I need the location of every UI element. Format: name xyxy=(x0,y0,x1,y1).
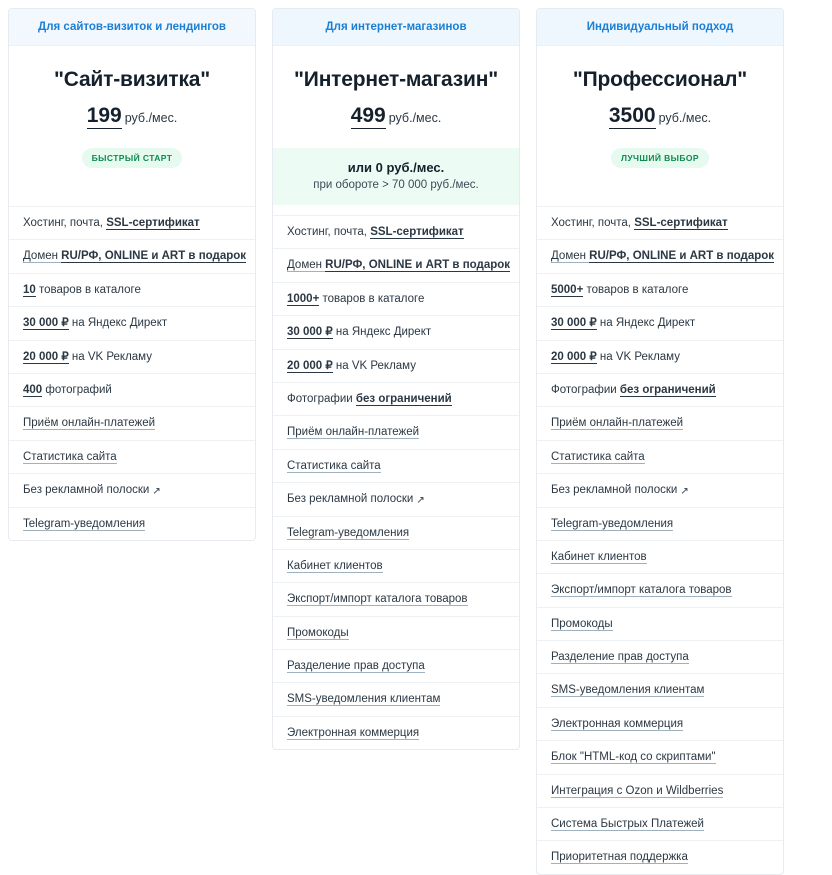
feature-highlight: без ограничений xyxy=(619,383,716,396)
external-link-icon[interactable]: ↗ xyxy=(680,486,689,497)
feature-item xyxy=(537,641,783,674)
feature-label-tail: на VK Рекламу xyxy=(332,359,416,372)
feature-item xyxy=(537,574,783,607)
feature-highlight: 10 xyxy=(23,283,36,296)
feature-item xyxy=(9,407,255,440)
feature-item xyxy=(537,608,783,641)
feature-label[interactable]: Система Быстрых Платежей xyxy=(551,817,704,830)
feature-label[interactable]: Интеграция с Ozon и Wildberries xyxy=(551,784,724,797)
feature-item xyxy=(9,474,255,508)
alternate-price-block xyxy=(273,148,519,205)
feature-highlight: 400 xyxy=(23,383,43,396)
feature-item xyxy=(537,274,783,307)
feature-item xyxy=(273,350,519,383)
feature-label-tail: на VK Рекламу xyxy=(596,350,680,363)
price-amount: 3500 xyxy=(608,104,656,127)
plan-card-vizitka[interactable] xyxy=(8,8,256,541)
feature-item xyxy=(537,841,783,873)
feature-label[interactable]: Приоритетная поддержка xyxy=(551,851,688,864)
feature-highlight: 20 000 ₽ xyxy=(551,350,597,363)
price-unit: руб./мес. xyxy=(658,111,712,125)
feature-highlight: 20 000 ₽ xyxy=(287,359,333,372)
feature-item xyxy=(537,741,783,774)
feature-item xyxy=(273,483,519,517)
feature-label[interactable]: Блок "HTML-код со скриптами" xyxy=(551,751,716,764)
feature-item xyxy=(273,416,519,449)
feature-label[interactable]: Telegram-уведомления xyxy=(551,517,674,530)
feature-label[interactable]: Кабинет клиентов xyxy=(551,550,647,563)
feature-label[interactable]: Домен xyxy=(23,250,62,263)
feature-highlight: 20 000 ₽ xyxy=(23,350,69,363)
feature-label[interactable]: Домен xyxy=(287,259,326,272)
feature-item xyxy=(537,441,783,474)
feature-list xyxy=(273,215,519,749)
feature-item xyxy=(537,341,783,374)
feature-item xyxy=(273,683,519,716)
feature-item xyxy=(537,674,783,707)
feature-label: Фотографии xyxy=(551,383,620,396)
price-unit: руб./мес. xyxy=(124,111,178,125)
plan-header: Для интернет-магазинов xyxy=(273,9,519,46)
plan-card-internet-magazin[interactable] xyxy=(272,8,520,750)
plan-price xyxy=(273,104,519,134)
feature-label[interactable]: SMS-уведомления клиентам xyxy=(287,693,441,706)
feature-label[interactable]: Telegram-уведомления xyxy=(287,526,410,539)
plan-title: "Профессионал" xyxy=(572,68,748,91)
feature-item xyxy=(9,441,255,474)
feature-item xyxy=(273,617,519,650)
feature-item xyxy=(9,274,255,307)
feature-label[interactable]: Промокоды xyxy=(287,626,349,639)
feature-item xyxy=(273,383,519,416)
feature-item xyxy=(537,307,783,340)
plan-header: Для сайтов-визиток и лендингов xyxy=(9,9,255,46)
feature-highlight: без ограничений xyxy=(355,392,452,405)
feature-label[interactable]: Статистика сайта xyxy=(551,450,645,463)
feature-item xyxy=(9,207,255,240)
feature-item xyxy=(273,550,519,583)
feature-item xyxy=(273,249,519,282)
feature-label-tail: товаров в каталоге xyxy=(35,283,141,296)
plan-badge-row xyxy=(537,134,783,184)
plan-header: Индивидуальный подход xyxy=(537,9,783,46)
feature-label[interactable]: SMS-уведомления клиентам xyxy=(551,684,705,697)
feature-item xyxy=(273,650,519,683)
feature-highlight: RU/РФ, ONLINE и ART в подарок xyxy=(61,250,247,263)
feature-label[interactable]: Электронная коммерция xyxy=(287,726,420,739)
feature-item xyxy=(273,216,519,249)
feature-label: Фотографии xyxy=(287,392,356,405)
feature-list xyxy=(9,206,255,540)
alternate-price: или 0 руб./мес. xyxy=(347,160,445,175)
feature-item xyxy=(9,374,255,407)
feature-list xyxy=(537,206,783,874)
feature-item xyxy=(273,316,519,349)
feature-label[interactable]: Электронная коммерция xyxy=(551,717,684,730)
plan-card-professional[interactable] xyxy=(536,8,784,875)
feature-item xyxy=(537,775,783,808)
feature-item xyxy=(537,240,783,273)
feature-item xyxy=(273,450,519,483)
feature-label-tail: на VK Рекламу xyxy=(68,350,152,363)
feature-highlight: SSL-сертификат xyxy=(370,226,464,238)
feature-label[interactable]: Кабинет клиентов xyxy=(287,559,383,572)
feature-label-tail: на Яндекс Директ xyxy=(596,317,696,330)
feature-item xyxy=(537,508,783,541)
feature-item xyxy=(537,708,783,741)
feature-label: Без рекламной полоски xyxy=(287,493,414,505)
feature-label[interactable]: Приём онлайн-платежей xyxy=(23,417,156,430)
external-link-icon[interactable]: ↗ xyxy=(152,486,161,497)
feature-highlight: RU/РФ, ONLINE и ART в подарок xyxy=(589,250,775,263)
price-amount: 499 xyxy=(350,104,386,127)
spacer xyxy=(9,184,255,206)
plan-price xyxy=(537,104,783,134)
feature-item xyxy=(9,240,255,273)
feature-label-tail: товаров в каталоге xyxy=(319,292,425,305)
feature-item xyxy=(537,474,783,508)
feature-label[interactable]: Домен xyxy=(551,250,590,263)
plan-badge-row xyxy=(273,134,519,148)
feature-item xyxy=(537,207,783,240)
feature-highlight: 1000+ xyxy=(287,292,320,305)
feature-label[interactable]: Разделение прав доступа xyxy=(287,660,425,672)
feature-highlight: SSL-сертификат xyxy=(634,217,728,229)
feature-label[interactable]: Экспорт/импорт каталога товаров xyxy=(287,593,468,606)
feature-label-tail: фотографий xyxy=(42,383,112,396)
plan-title: "Интернет-магазин" xyxy=(294,68,498,91)
feature-item xyxy=(273,583,519,616)
feature-label[interactable]: Telegram-уведомления xyxy=(23,517,146,530)
feature-label-tail: на Яндекс Директ xyxy=(68,317,168,330)
feature-label: Хостинг, почта, xyxy=(23,217,107,229)
spacer xyxy=(537,184,783,206)
price-unit: руб./мес. xyxy=(388,111,442,125)
plan-price xyxy=(9,104,255,134)
feature-item xyxy=(9,508,255,540)
feature-highlight: 30 000 ₽ xyxy=(287,326,333,339)
feature-item xyxy=(537,541,783,574)
feature-label: Хостинг, почта, xyxy=(551,217,635,229)
feature-item xyxy=(537,407,783,440)
status-badge: БЫСТРЫЙ СТАРТ xyxy=(82,148,183,168)
feature-highlight: 30 000 ₽ xyxy=(551,317,597,330)
feature-label[interactable]: Разделение прав доступа xyxy=(551,651,689,663)
feature-label-tail: на Яндекс Директ xyxy=(332,326,432,339)
feature-label[interactable]: Экспорт/импорт каталога товаров xyxy=(551,584,732,597)
feature-item xyxy=(273,517,519,550)
plan-badge-row xyxy=(9,134,255,184)
feature-highlight: SSL-сертификат xyxy=(106,217,200,229)
status-badge: ЛУЧШИЙ ВЫБОР xyxy=(611,148,709,168)
feature-item xyxy=(9,341,255,374)
feature-label[interactable]: Промокоды xyxy=(551,617,613,630)
feature-item xyxy=(537,374,783,407)
feature-label[interactable]: Статистика сайта xyxy=(287,459,381,472)
price-amount: 199 xyxy=(86,104,122,127)
feature-label: Хостинг, почта, xyxy=(287,226,371,238)
alternate-price-note: при обороте > 70 000 руб./мес. xyxy=(313,179,479,191)
external-link-icon[interactable]: ↗ xyxy=(416,495,425,506)
feature-highlight: 5000+ xyxy=(551,283,584,296)
feature-label[interactable]: Приём онлайн-платежей xyxy=(287,426,420,439)
feature-label-tail: товаров в каталоге xyxy=(583,283,689,296)
feature-label[interactable]: Приём онлайн-платежей xyxy=(551,417,684,430)
feature-item xyxy=(537,808,783,841)
feature-item xyxy=(9,307,255,340)
feature-label: Без рекламной полоски xyxy=(23,484,150,496)
feature-item xyxy=(273,283,519,316)
feature-highlight: 30 000 ₽ xyxy=(23,317,69,330)
plan-title: "Сайт-визитка" xyxy=(53,68,211,91)
feature-label: Без рекламной полоски xyxy=(551,484,678,496)
feature-label[interactable]: Статистика сайта xyxy=(23,450,117,463)
feature-item xyxy=(273,717,519,749)
feature-highlight: RU/РФ, ONLINE и ART в подарок xyxy=(325,259,511,272)
